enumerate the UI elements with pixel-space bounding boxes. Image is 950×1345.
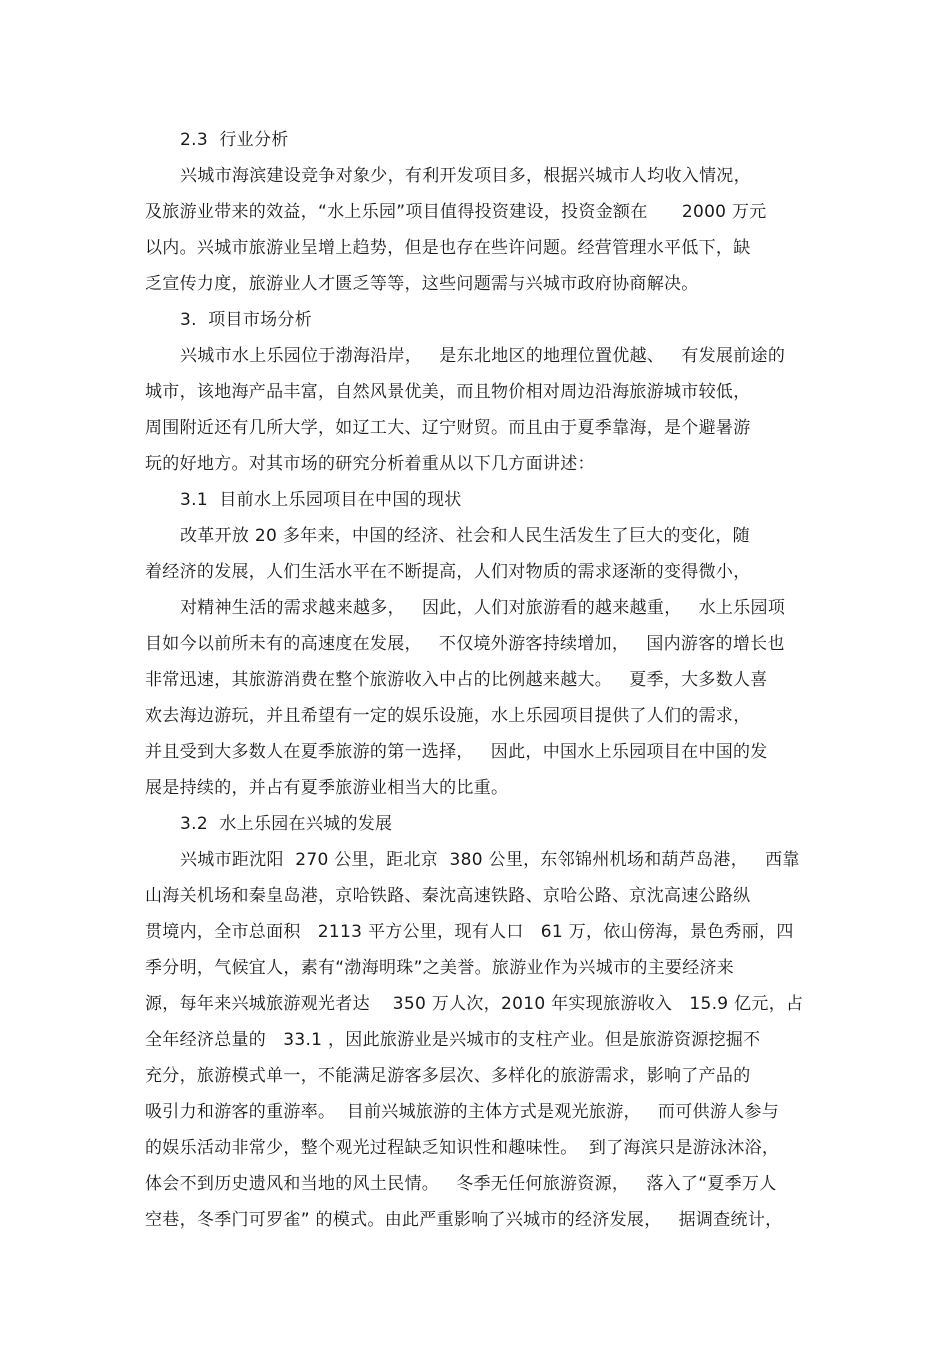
paragraph-line: 周围附近还有几所大学，如辽工大、辽宁财贸。而且由于夏季靠海，是个避暑游 (145, 418, 751, 438)
paragraph-line: 充分，旅游模式单一，不能满足游客多层次、多样化的旅游需求，影响了产品的 (145, 1066, 751, 1086)
paragraph-line: 体会不到历史遗风和当地的风土民情。 冬季无任何旅游资源， 落入了“夏季万人 (145, 1174, 777, 1194)
paragraph-line: 空巷，冬季门可罗雀” 的模式。由此严重影响了兴城市的经济发展， 据调查统计， (145, 1210, 783, 1230)
paragraph-line: 对精神生活的需求越来越多， 因此，人们对旅游看的越来越重， 水上乐园项 (180, 598, 786, 618)
paragraph-line: 的娱乐活动非常少，整个观光过程缺乏知识性和趣味性。 到了海滨只是游泳沐浴， (145, 1138, 780, 1158)
paragraph-line: 改革开放 20 多年来，中国的经济、社会和人民生活发生了巨大的变化，随 (180, 526, 750, 546)
paragraph-line: 源，每年来兴城旅游观光者达 350 万人次，2010 年实现旅游收入 15.9 亿元，占 (145, 994, 804, 1014)
paragraph-line: 兴城市距沈阳 270 公里，距北京 380 公里，东邻锦州机场和葫芦岛港， 西靠 (180, 850, 800, 870)
paragraph-line: 以内。兴城市旅游业呈增上趋势，但是也存在些许问题。经营管理水平低下，缺 (145, 238, 751, 258)
heading-xingcheng-development: 3.2 水上乐园在兴城的发展 (180, 814, 393, 834)
paragraph-line: 贯境内，全市总面积 2113 平方公里，现有人口 61 万，依山傍海，景色秀丽，四 (145, 922, 794, 942)
heading-china-status: 3.1 目前水上乐园项目在中国的现状 (180, 490, 462, 510)
paragraph-line: 目如今以前所未有的高速度在发展， 不仅境外游客持续增加， 国内游客的增长也 (145, 634, 785, 654)
paragraph-line: 兴城市海滨建设竞争对象少，有利开发项目多，根据兴城市人均收入情况， (180, 166, 751, 186)
paragraph-line: 山海关机场和秦皇岛港，京哈铁路、秦沈高速铁路、京哈公路、京沈高速公路纵 (145, 886, 751, 906)
paragraph-line: 非常迅速，其旅游消费在整个旅游收入中占的比例越来越大。 夏季，大多数人喜 (145, 670, 768, 690)
paragraph-line: 季分明，气候宜人，素有“渤海明珠”之美誉。旅游业作为兴城市的主要经济来 (145, 958, 735, 978)
paragraph-line: 全年经济总量的 33.1 ，因此旅游业是兴城市的支柱产业。但是旅游资源挖掘不 (145, 1030, 761, 1050)
paragraph-line: 兴城市水上乐园位于渤海沿岸， 是东北地区的地理位置优越、 有发展前途的 (180, 346, 786, 366)
paragraph-line: 展是持续的，并占有夏季旅游业相当大的比重。 (145, 778, 509, 798)
paragraph-line: 欢去海边游玩，并且希望有一定的娱乐设施，水上乐园项目提供了人们的需求， (145, 706, 751, 726)
heading-market-analysis: 3. 项目市场分析 (180, 310, 313, 330)
paragraph-line: 并且受到大多数人在夏季旅游的第一选择， 因此，中国水上乐园项目在中国的发 (145, 742, 768, 762)
paragraph-line: 吸引力和游客的重游率。 目前兴城旅游的主体方式是观光旅游， 而可供游人参与 (145, 1102, 780, 1122)
paragraph-line: 及旅游业带来的效益，“水上乐园”项目值得投资建设，投资金额在 2000 万元 (145, 202, 767, 222)
paragraph-line: 城市，该地海产品丰富，自然风景优美，而且物价相对周边沿海旅游城市较低， (145, 382, 751, 402)
paragraph-line: 着经济的发展，人们生活水平在不断提高，人们对物质的需求逐渐的变得微小， (145, 562, 751, 582)
paragraph-line: 乏宣传力度，旅游业人才匮乏等等，这些问题需与兴城市政府协商解决。 (145, 274, 699, 294)
heading-industry-analysis: 2.3 行业分析 (180, 130, 289, 150)
paragraph-line: 玩的好地方。对其市场的研究分析着重从以下几方面讲述： (145, 454, 595, 474)
